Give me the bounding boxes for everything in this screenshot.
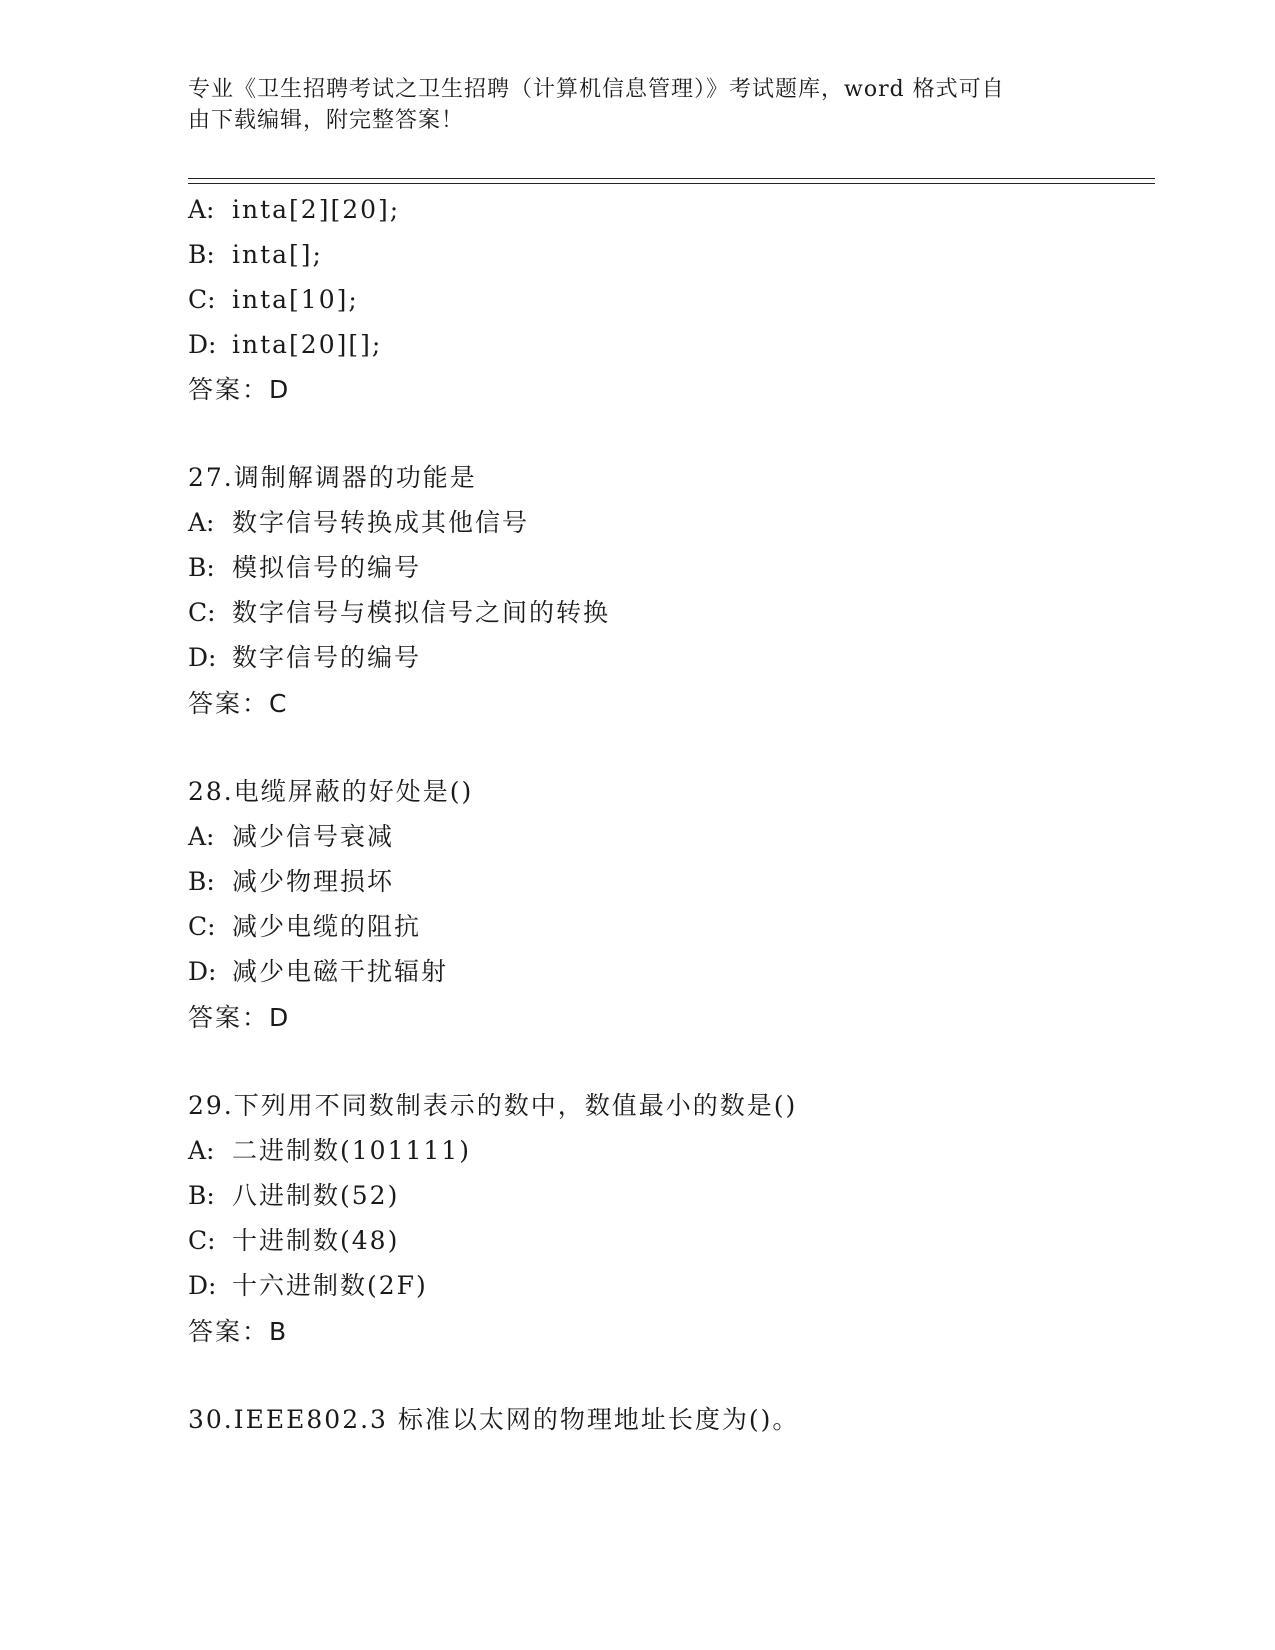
- option-d: D: 十六进制数(2F): [188, 1271, 428, 1300]
- option-a: A: inta[2][20];: [188, 195, 401, 224]
- option-b: B: 模拟信号的编号: [188, 553, 422, 582]
- answer: 答案：C: [188, 689, 289, 718]
- option-c: C: 数字信号与模拟信号之间的转换: [188, 598, 611, 627]
- answer: 答案：B: [188, 1317, 289, 1346]
- option-b: B: 八进制数(52): [188, 1181, 400, 1210]
- option-c: C: inta[10];: [188, 285, 359, 314]
- option-a: A: 减少信号衰减: [188, 822, 395, 851]
- option-b: B: inta[];: [188, 240, 323, 269]
- question-28-stem: 28.电缆屏蔽的好处是(): [188, 777, 474, 806]
- option-d: D: 减少电磁干扰辐射: [188, 957, 449, 986]
- option-a: A: 数字信号转换成其他信号: [188, 508, 530, 537]
- question-30-stem: 30.IEEE802.3 标准以太网的物理地址长度为()。: [188, 1405, 800, 1434]
- option-b: B: 减少物理损坏: [188, 867, 395, 896]
- question-29-stem: 29.下列用不同数制表示的数中，数值最小的数是(): [188, 1091, 798, 1120]
- answer: 答案：D: [188, 375, 291, 404]
- header-line-1: 专业《卫生招聘考试之卫生招聘（计算机信息管理）》考试题库，word 格式可自: [188, 77, 1005, 102]
- question-27-stem: 27.调制解调器的功能是: [188, 463, 477, 492]
- header-line-2: 由下载编辑，附完整答案！: [188, 108, 465, 133]
- option-d: D: 数字信号的编号: [188, 643, 422, 672]
- option-d: D: inta[20][];: [188, 330, 383, 359]
- header-rule-bottom: [188, 183, 1155, 184]
- option-a: A: 二进制数(101111): [188, 1136, 471, 1165]
- header-rule-top: [188, 178, 1155, 179]
- option-c: C: 减少电缆的阻抗: [188, 912, 422, 941]
- option-c: C: 十进制数(48): [188, 1226, 400, 1255]
- answer: 答案：D: [188, 1003, 291, 1032]
- document-header: [188, 74, 1088, 136]
